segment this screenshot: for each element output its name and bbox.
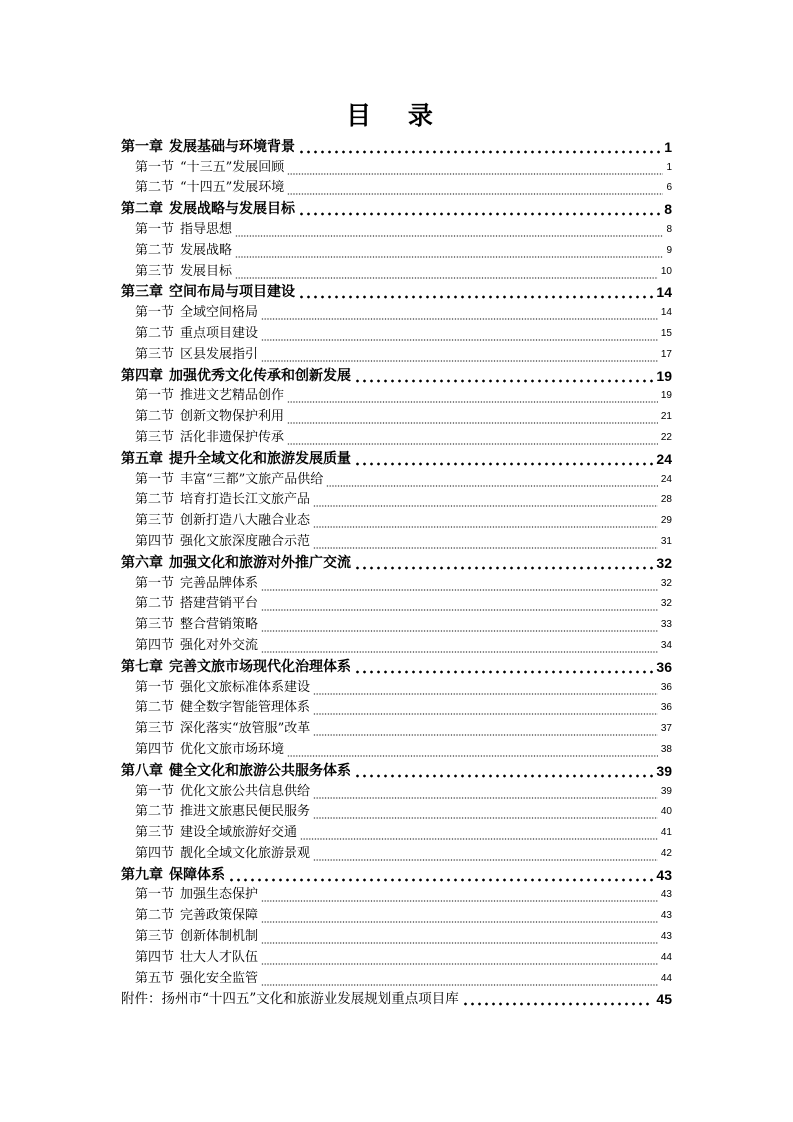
section-number: 第三节 <box>135 721 175 737</box>
dot-leader <box>313 844 658 864</box>
section-number: 第一节 <box>135 305 175 321</box>
section-text <box>135 574 258 594</box>
section-text <box>135 303 258 323</box>
section-title: 创新文物保护利用 <box>180 409 285 425</box>
chapter-title: 保障体系 <box>169 866 225 883</box>
section-number: 第一节 <box>135 221 175 237</box>
section-number: 第一节 <box>135 679 175 695</box>
section-page-number: 34 <box>660 639 672 651</box>
section-page-number: 43 <box>660 910 672 922</box>
chapter-title: 空间布局与项目建设 <box>169 284 295 301</box>
section-page-number: 21 <box>660 411 672 423</box>
section-text <box>135 324 258 344</box>
section-title: 健全数字智能管理体系 <box>180 700 311 716</box>
chapter-number: 第四章 <box>121 367 163 384</box>
section-page-number: 39 <box>660 785 672 797</box>
dot-leader <box>261 324 658 344</box>
section-page-number: 36 <box>660 702 672 714</box>
dot-leader <box>261 906 658 926</box>
section-row[interactable] <box>121 240 672 261</box>
dot-leader <box>235 220 663 240</box>
section-text <box>135 698 310 718</box>
section-text <box>135 532 310 552</box>
chapter-page-number: 14 <box>656 284 672 301</box>
chapter-page-number: 1 <box>664 138 672 155</box>
section-text <box>135 885 258 905</box>
section-row[interactable] <box>121 302 672 323</box>
section-number: 第五节 <box>135 970 175 986</box>
section-text <box>135 470 323 490</box>
section-text <box>135 678 310 698</box>
section-page-number: 19 <box>660 390 672 402</box>
section-page-number: 24 <box>660 473 672 485</box>
section-row[interactable] <box>121 490 672 511</box>
section-title: 靓化全域文化旅游景观 <box>180 845 311 861</box>
chapter-text <box>121 761 351 781</box>
section-number: 第四节 <box>135 741 175 757</box>
section-page-number: 22 <box>660 431 672 443</box>
section-title: 重点项目建设 <box>180 325 259 341</box>
dot-leader <box>462 989 654 1009</box>
dot-leader <box>313 678 658 698</box>
section-number: 第三节 <box>135 617 175 633</box>
appendix-text <box>121 989 459 1009</box>
section-row[interactable] <box>121 968 672 989</box>
section-row[interactable] <box>121 843 672 864</box>
section-title: 推进文艺精品创作 <box>180 388 285 404</box>
section-title: 完善品牌体系 <box>180 575 259 591</box>
section-number: 第一节 <box>135 388 175 404</box>
section-number: 第二节 <box>135 492 175 508</box>
dot-leader <box>313 490 658 510</box>
dot-leader <box>298 137 661 157</box>
section-title: 强化安全监管 <box>180 970 259 986</box>
section-number: 第一节 <box>135 159 175 175</box>
section-page-number: 38 <box>660 743 672 755</box>
section-page-number: 33 <box>660 619 672 631</box>
chapter-number: 第三章 <box>121 284 163 301</box>
appendix-number: 附件：扬州市“十四五”文化和旅游业发展规划重点项目库 <box>121 991 459 1008</box>
section-row[interactable] <box>121 802 672 823</box>
section-title: 区县发展指引 <box>180 346 259 362</box>
section-page-number: 32 <box>660 577 672 589</box>
section-text <box>135 345 258 365</box>
section-text <box>135 782 310 802</box>
section-page-number: 10 <box>660 265 672 277</box>
section-title: “十三五”发展回顾 <box>180 159 285 175</box>
section-number: 第一节 <box>135 471 175 487</box>
dot-leader <box>313 698 658 718</box>
section-row[interactable] <box>121 885 672 906</box>
section-title: 壮大人才队伍 <box>180 949 259 965</box>
chapter-number: 第八章 <box>121 762 163 779</box>
section-row[interactable] <box>121 926 672 947</box>
chapter-row[interactable] <box>121 282 672 303</box>
section-page-number: 43 <box>660 931 672 943</box>
section-title: 完善政策保障 <box>180 908 259 924</box>
section-row[interactable] <box>121 510 672 531</box>
chapter-title: 发展战略与发展目标 <box>169 201 295 218</box>
section-text <box>135 823 297 843</box>
section-number: 第三节 <box>135 429 175 445</box>
chapter-page-number: 8 <box>664 201 672 218</box>
section-row[interactable] <box>121 386 672 407</box>
section-row[interactable] <box>121 178 672 199</box>
dot-leader <box>287 158 663 178</box>
chapter-row[interactable] <box>121 760 672 781</box>
section-row[interactable] <box>121 261 672 282</box>
dot-leader <box>313 511 658 531</box>
section-row[interactable] <box>121 406 672 427</box>
section-title: 发展目标 <box>180 263 233 279</box>
dot-leader <box>326 470 658 490</box>
section-number: 第二节 <box>135 804 175 820</box>
section-title: 搭建营销平台 <box>180 596 259 612</box>
dot-leader <box>235 241 663 261</box>
chapter-number: 第五章 <box>121 450 163 467</box>
section-row[interactable] <box>121 822 672 843</box>
section-page-number: 43 <box>660 889 672 901</box>
chapter-number: 第二章 <box>121 201 163 218</box>
section-page-number: 28 <box>660 494 672 506</box>
section-row[interactable] <box>121 469 672 490</box>
dot-leader <box>235 262 658 282</box>
section-text <box>135 407 284 427</box>
chapter-page-number: 24 <box>656 450 672 467</box>
dot-leader <box>287 428 658 448</box>
dot-leader <box>300 823 658 843</box>
dot-leader <box>261 948 658 968</box>
dot-leader <box>354 366 653 386</box>
section-page-number: 15 <box>660 327 672 339</box>
section-page-number: 14 <box>660 307 672 319</box>
section-row[interactable] <box>121 698 672 719</box>
section-number: 第二节 <box>135 596 175 612</box>
chapter-text <box>121 865 225 885</box>
dot-leader <box>261 303 658 323</box>
section-page-number: 17 <box>660 348 672 360</box>
section-number: 第三节 <box>135 825 175 841</box>
section-number: 第三节 <box>135 346 175 362</box>
section-page-number: 8 <box>666 223 672 235</box>
chapter-row[interactable] <box>121 552 672 573</box>
section-title: 深化落实“放管服”改革 <box>180 721 311 737</box>
section-number: 第二节 <box>135 908 175 924</box>
dot-leader <box>354 657 653 677</box>
chapter-row[interactable] <box>121 365 672 386</box>
section-title: 加强生态保护 <box>180 887 259 903</box>
chapter-row[interactable] <box>121 136 672 157</box>
section-text <box>135 428 284 448</box>
chapter-page-number: 39 <box>656 762 672 779</box>
chapter-title: 加强优秀文化传承和创新发展 <box>169 367 351 384</box>
section-page-number: 6 <box>666 182 672 194</box>
section-text <box>135 948 258 968</box>
section-text <box>135 802 310 822</box>
chapter-title: 加强文化和旅游对外推广交流 <box>169 554 351 571</box>
section-title: “十四五”发展环境 <box>180 180 285 196</box>
section-text <box>135 906 258 926</box>
section-number: 第一节 <box>135 783 175 799</box>
dot-leader <box>313 802 658 822</box>
chapter-number: 第七章 <box>121 658 163 675</box>
section-row[interactable] <box>121 323 672 344</box>
section-row[interactable] <box>121 427 672 448</box>
section-text <box>135 927 258 947</box>
section-title: 整合营销策略 <box>180 617 259 633</box>
section-text <box>135 636 258 656</box>
section-number: 第三节 <box>135 263 175 279</box>
section-row[interactable] <box>121 344 672 365</box>
toc-title: 目 录 <box>346 101 447 130</box>
section-row[interactable] <box>121 614 672 635</box>
chapter-text <box>121 199 295 219</box>
section-number: 第四节 <box>135 637 175 653</box>
section-number: 第二节 <box>135 409 175 425</box>
chapter-row[interactable] <box>121 656 672 677</box>
section-title: 发展战略 <box>180 242 233 258</box>
section-title: 强化对外交流 <box>180 637 259 653</box>
section-page-number: 42 <box>660 847 672 859</box>
section-page-number: 44 <box>660 972 672 984</box>
chapter-text <box>121 449 351 469</box>
section-number: 第四节 <box>135 533 175 549</box>
chapter-number: 第六章 <box>121 554 163 571</box>
dot-leader <box>228 865 653 885</box>
section-text <box>135 178 284 198</box>
section-title: 优化文旅市场环境 <box>180 741 285 757</box>
dot-leader <box>298 199 661 219</box>
section-title: 丰富“三都”文旅产品供给 <box>180 471 324 487</box>
section-number: 第二节 <box>135 325 175 341</box>
section-text <box>135 511 310 531</box>
section-text <box>135 158 284 178</box>
section-row[interactable] <box>121 947 672 968</box>
section-row[interactable] <box>121 677 672 698</box>
section-number: 第四节 <box>135 845 175 861</box>
section-row[interactable] <box>121 157 672 178</box>
section-row[interactable] <box>121 594 672 615</box>
section-title: 强化文旅标准体系建设 <box>180 679 311 695</box>
dot-leader <box>313 719 658 739</box>
appendix-row[interactable] <box>121 989 672 1010</box>
chapter-title: 提升全域文化和旅游发展质量 <box>169 450 351 467</box>
section-text <box>135 490 310 510</box>
section-title: 创新打造八大融合业态 <box>180 513 311 529</box>
section-text <box>135 615 258 635</box>
section-text <box>135 719 310 739</box>
section-row[interactable] <box>121 219 672 240</box>
dot-leader <box>287 386 658 406</box>
section-page-number: 29 <box>660 515 672 527</box>
section-page-number: 32 <box>660 598 672 610</box>
dot-leader <box>261 615 658 635</box>
section-number: 第三节 <box>135 929 175 945</box>
appendix-page-number: 45 <box>656 991 672 1008</box>
section-number: 第四节 <box>135 949 175 965</box>
section-number: 第二节 <box>135 180 175 196</box>
chapter-text <box>121 553 351 573</box>
dot-leader <box>313 532 658 552</box>
section-text <box>135 262 232 282</box>
section-row[interactable] <box>121 531 672 552</box>
chapter-title: 完善文旅市场现代化治理体系 <box>169 658 351 675</box>
chapter-text <box>121 366 351 386</box>
section-page-number: 37 <box>660 723 672 735</box>
chapter-title: 健全文化和旅游公共服务体系 <box>169 762 351 779</box>
section-title: 指导思想 <box>180 221 233 237</box>
chapter-title: 发展基础与环境背景 <box>169 138 295 155</box>
section-title: 推进文旅惠民便民服务 <box>180 804 311 820</box>
chapter-text <box>121 282 295 302</box>
section-row[interactable] <box>121 635 672 656</box>
section-title: 活化非遗保护传承 <box>180 429 285 445</box>
chapter-row[interactable] <box>121 864 672 885</box>
section-text <box>135 220 232 240</box>
chapter-number: 第一章 <box>121 138 163 155</box>
dot-leader <box>287 740 658 760</box>
dot-leader <box>261 345 658 365</box>
chapter-text <box>121 137 295 157</box>
section-page-number: 41 <box>660 827 672 839</box>
section-text <box>135 594 258 614</box>
dot-leader <box>261 636 658 656</box>
section-page-number: 1 <box>666 161 672 173</box>
dot-leader <box>261 927 658 947</box>
section-page-number: 9 <box>666 244 672 256</box>
dot-leader <box>287 407 658 427</box>
dot-leader <box>313 782 658 802</box>
dot-leader <box>261 885 658 905</box>
section-text <box>135 844 310 864</box>
section-page-number: 36 <box>660 681 672 693</box>
section-number: 第三节 <box>135 513 175 529</box>
table-of-contents <box>121 136 672 1009</box>
dot-leader <box>354 761 653 781</box>
section-title: 优化文旅公共信息供给 <box>180 783 311 799</box>
section-number: 第二节 <box>135 242 175 258</box>
dot-leader <box>261 574 658 594</box>
chapter-row[interactable] <box>121 198 672 219</box>
section-page-number: 31 <box>660 535 672 547</box>
chapter-page-number: 19 <box>656 367 672 384</box>
section-row[interactable] <box>121 781 672 802</box>
dot-leader <box>287 178 663 198</box>
section-row[interactable] <box>121 718 672 739</box>
section-title: 培育打造长江文旅产品 <box>180 492 311 508</box>
chapter-page-number: 43 <box>656 866 672 883</box>
section-title: 全域空间格局 <box>180 305 259 321</box>
section-row[interactable] <box>121 739 672 760</box>
section-page-number: 44 <box>660 951 672 963</box>
section-title: 建设全域旅游好交通 <box>180 825 298 841</box>
section-number: 第一节 <box>135 575 175 591</box>
chapter-page-number: 32 <box>656 554 672 571</box>
chapter-page-number: 36 <box>656 658 672 675</box>
section-text <box>135 740 284 760</box>
section-title: 强化文旅深度融合示范 <box>180 533 311 549</box>
section-number: 第二节 <box>135 700 175 716</box>
chapter-number: 第九章 <box>121 866 163 883</box>
section-text <box>135 969 258 989</box>
section-text <box>135 241 232 261</box>
section-row[interactable] <box>121 573 672 594</box>
section-number: 第一节 <box>135 887 175 903</box>
section-row[interactable] <box>121 905 672 926</box>
dot-leader <box>298 282 653 302</box>
dot-leader <box>354 553 653 573</box>
dot-leader <box>354 449 653 469</box>
dot-leader <box>261 594 658 614</box>
section-page-number: 40 <box>660 806 672 818</box>
section-title: 创新体制机制 <box>180 929 259 945</box>
chapter-row[interactable] <box>121 448 672 469</box>
section-text <box>135 386 284 406</box>
dot-leader <box>261 969 658 989</box>
chapter-text <box>121 657 351 677</box>
